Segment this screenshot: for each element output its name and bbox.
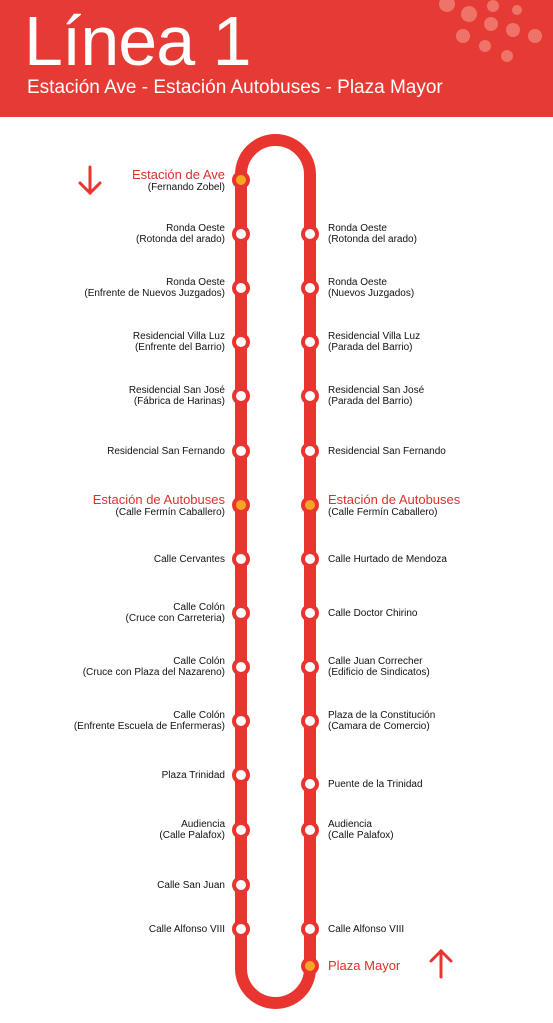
- stop-marker: [303, 335, 317, 349]
- left-stop-label: [74, 710, 225, 732]
- stop-detail: (Fábrica de Harinas): [133, 396, 225, 407]
- left-stop-label: [149, 924, 225, 935]
- stop-detail: (Rotonda del arado): [328, 234, 417, 245]
- stop-detail: (Enfrente de Nuevos Juzgados): [84, 288, 225, 299]
- major-stop-marker: [234, 173, 248, 187]
- left-stop-label: [157, 880, 225, 891]
- stop-detail: (Cruce con Plaza del Nazareno): [82, 667, 225, 678]
- stop-name: Plaza de la Constitución: [328, 710, 436, 721]
- stop-marker: [234, 922, 248, 936]
- stop-marker: [234, 660, 248, 674]
- stop-marker: [303, 552, 317, 566]
- stop-name: Residencial San Fernando: [328, 445, 446, 457]
- right-stop-label: [328, 710, 435, 732]
- stop-marker: [234, 714, 248, 728]
- stop-name: Plaza Trinidad: [161, 769, 225, 781]
- stop-marker: [234, 389, 248, 403]
- right-stop-label: [328, 779, 423, 790]
- major-stop-marker: [234, 498, 248, 512]
- stop-detail: (Calle Fermín Caballero): [115, 506, 225, 518]
- stop-detail: (Camara de Comercio): [328, 721, 430, 732]
- left-stop-label: [126, 602, 225, 624]
- stop-name: Calle Colón: [173, 602, 225, 613]
- stop-marker: [234, 606, 248, 620]
- major-stop-marker: [303, 959, 317, 973]
- arrow-up-icon: [431, 951, 451, 977]
- stop-marker: [234, 444, 248, 458]
- right-stop-label: [328, 554, 447, 565]
- page-title: Línea 1: [24, 2, 251, 80]
- right-stop-label: [328, 493, 460, 518]
- stop-name: Calle Colón: [173, 656, 225, 667]
- right-stop-label: [328, 446, 446, 457]
- stop-name: Ronda Oeste: [328, 223, 387, 234]
- left-stop-label: [154, 554, 225, 565]
- stop-name: Residencial San Fernando: [107, 445, 225, 457]
- left-stop-label: [133, 331, 225, 353]
- major-stop-marker: [303, 498, 317, 512]
- stop-marker: [234, 281, 248, 295]
- right-stop-label: [328, 331, 420, 353]
- right-stop-label: [328, 385, 424, 407]
- stop-marker: [303, 922, 317, 936]
- stop-name: Plaza Mayor: [328, 958, 401, 973]
- right-stop-label: [328, 819, 394, 841]
- stop-name: Estación de Autobuses: [92, 491, 225, 507]
- stop-name: Estación de Autobuses: [328, 491, 461, 507]
- right-stop-label: [328, 223, 417, 245]
- stop-name: Audiencia: [328, 819, 372, 830]
- stop-name: Calle Alfonso VIII: [148, 923, 225, 935]
- route-diagram: [0, 117, 553, 1023]
- stop-detail: (Parada del Barrio): [328, 396, 413, 407]
- stop-marker: [234, 768, 248, 782]
- stop-name: Calle Cervantes: [153, 553, 225, 565]
- stop-name: Ronda Oeste: [166, 223, 225, 234]
- stop-name: Calle Juan Correcher: [328, 656, 423, 667]
- stop-marker: [234, 335, 248, 349]
- stop-marker: [234, 823, 248, 837]
- stop-name: Audiencia: [181, 819, 225, 830]
- right-stop-label: [328, 656, 430, 678]
- stop-marker: [303, 777, 317, 791]
- stop-detail: (Calle Palafox): [328, 830, 394, 841]
- left-stop-label: [107, 446, 225, 457]
- stop-marker: [303, 714, 317, 728]
- stop-marker: [303, 660, 317, 674]
- left-stop-label: [129, 385, 225, 407]
- stop-name: Calle Alfonso VIII: [328, 923, 405, 935]
- left-stop-label: [93, 493, 225, 518]
- stop-marker: [303, 823, 317, 837]
- stop-name: Puente de la Trinidad: [328, 778, 423, 790]
- stop-marker: [303, 227, 317, 241]
- right-stop-label: [328, 277, 414, 299]
- stop-name: Residencial San José: [328, 385, 425, 396]
- stop-marker: [303, 444, 317, 458]
- stop-name: Calle Doctor Chirino: [328, 607, 418, 619]
- stop-name: Calle Hurtado de Mendoza: [328, 553, 447, 565]
- stop-name: Residencial Villa Luz: [132, 331, 225, 342]
- stop-detail: (Rotonda del arado): [136, 234, 225, 245]
- stop-marker: [234, 878, 248, 892]
- stop-detail: (Fernando Zobel): [147, 181, 225, 193]
- left-stop-label: [136, 223, 225, 245]
- stop-marker: [303, 281, 317, 295]
- left-stop-label: [159, 819, 225, 841]
- stop-name: Residencial San José: [128, 385, 225, 396]
- stop-detail: (Nuevos Juzgados): [328, 288, 415, 299]
- stop-detail: (Enfrente Escuela de Enfermeras): [73, 721, 225, 732]
- dots-logo-icon: [433, 0, 553, 70]
- stop-detail: (Calle Fermín Caballero): [328, 506, 438, 518]
- right-stop-label: [328, 959, 400, 973]
- stop-marker: [303, 606, 317, 620]
- right-stop-label: [328, 924, 404, 935]
- right-stop-label: [328, 608, 417, 619]
- route-subtitle: Estación Ave - Estación Autobuses - Plaza Mayor: [27, 77, 443, 98]
- header-banner: [0, 0, 553, 117]
- stop-name: Estación de Ave: [132, 166, 225, 182]
- arrow-down-icon: [80, 167, 100, 193]
- left-stop-label: [132, 168, 225, 193]
- stop-name: Ronda Oeste: [166, 277, 225, 288]
- left-stop-label: [84, 277, 225, 299]
- stop-name: Calle San Juan: [157, 879, 225, 891]
- stop-detail: (Edificio de Sindicatos): [328, 667, 430, 678]
- stop-name: Residencial Villa Luz: [328, 331, 421, 342]
- left-stop-label: [83, 656, 225, 678]
- stop-detail: (Enfrente del Barrio): [134, 342, 225, 353]
- stop-marker: [234, 227, 248, 241]
- stop-name: Calle Colón: [173, 710, 225, 721]
- stop-detail: (Parada del Barrio): [328, 342, 413, 353]
- stop-marker: [303, 389, 317, 403]
- stop-name: Ronda Oeste: [328, 277, 387, 288]
- route-loop: [241, 140, 310, 1003]
- stop-marker: [234, 552, 248, 566]
- stop-detail: (Calle Palafox): [159, 830, 225, 841]
- left-stop-label: [162, 770, 225, 781]
- stop-detail: (Cruce con Carreteria): [125, 613, 225, 624]
